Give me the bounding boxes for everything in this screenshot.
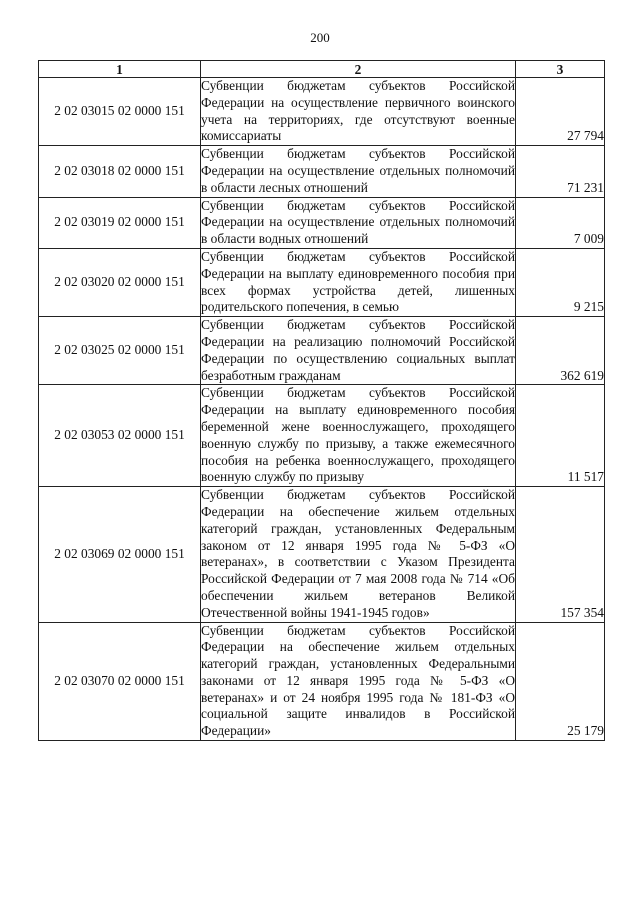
budget-amount: 9 215	[516, 248, 605, 316]
table-header	[39, 61, 605, 78]
budget-description: Субвенции бюджетам субъектов Российской Федерации на осуществление отдельных полномочий в области лесных отношений	[201, 146, 516, 197]
budget-amount: 7 009	[516, 197, 605, 248]
budget-description: Субвенции бюджетам субъектов Российской Федерации на осуществление первичного воинского учета на территориях, где отсутствуют военные комиссариаты	[201, 78, 516, 146]
budget-amount: 71 231	[516, 146, 605, 197]
budget-description: Субвенции бюджетам субъектов Российской Федерации на обеспечение жильем отдельных категорий граждан, установленных Федеральным законом от 12 января 1995 года № 5-ФЗ «О ветеранах», в соответствии с Указом Президента Российской Федерации от 7 мая 2008 года № 714 «Об обеспечении жильем ветеранов Великой Отечественной войны 1941-1945 годов»	[201, 487, 516, 622]
budget-description: Субвенции бюджетам субъектов Российской Федерации на выплату единовременного пособия при всех формах устройства детей, лишенных родительского попечения, в семью	[201, 248, 516, 316]
budget-amount: 157 354	[516, 487, 605, 622]
table-row	[39, 248, 605, 316]
budget-code: 2 02 03020 02 0000 151	[39, 248, 201, 316]
budget-description: Субвенции бюджетам субъектов Российской Федерации на реализацию полномочий Российской Федерации по осуществлению социальных выплат безработным гражданам	[201, 317, 516, 385]
budget-description: Субвенции бюджетам субъектов Российской Федерации на выплату единовременного пособия беременной жене военнослужащего, проходящего военную службу по призыву, а также ежемесячного пособия на ребенка военнослужащего, проходящего военную службу по призыву	[201, 385, 516, 487]
budget-code: 2 02 03025 02 0000 151	[39, 317, 201, 385]
table-row	[39, 78, 605, 146]
table-row	[39, 487, 605, 622]
table-row	[39, 146, 605, 197]
page-number: 200	[310, 30, 330, 45]
budget-table	[38, 60, 605, 741]
budget-code: 2 02 03015 02 0000 151	[39, 78, 201, 146]
column-header-amount: 3	[516, 61, 605, 78]
budget-amount: 362 619	[516, 317, 605, 385]
table-row	[39, 317, 605, 385]
budget-code: 2 02 03053 02 0000 151	[39, 385, 201, 487]
header-row	[39, 61, 605, 78]
budget-code: 2 02 03018 02 0000 151	[39, 146, 201, 197]
budget-amount: 25 179	[516, 622, 605, 741]
budget-amount: 27 794	[516, 78, 605, 146]
budget-code: 2 02 03069 02 0000 151	[39, 487, 201, 622]
table-row	[39, 385, 605, 487]
budget-description: Субвенции бюджетам субъектов Российской Федерации на обеспечение жильем отдельных категорий граждан, установленных Федеральными законами от 12 января 1995 года № 5-ФЗ «О ветеранах» и от 24 ноября 1995 года № 181-ФЗ «О социальной защите инвалидов в Российской Федерации»	[201, 622, 516, 741]
table-row	[39, 197, 605, 248]
budget-amount: 11 517	[516, 385, 605, 487]
budget-description: Субвенции бюджетам субъектов Российской Федерации на осуществление отдельных полномочий в области водных отношений	[201, 197, 516, 248]
budget-code: 2 02 03070 02 0000 151	[39, 622, 201, 741]
table-body	[39, 78, 605, 741]
table-row	[39, 622, 605, 741]
budget-code: 2 02 03019 02 0000 151	[39, 197, 201, 248]
column-header-code: 1	[39, 61, 201, 78]
column-header-description: 2	[201, 61, 516, 78]
